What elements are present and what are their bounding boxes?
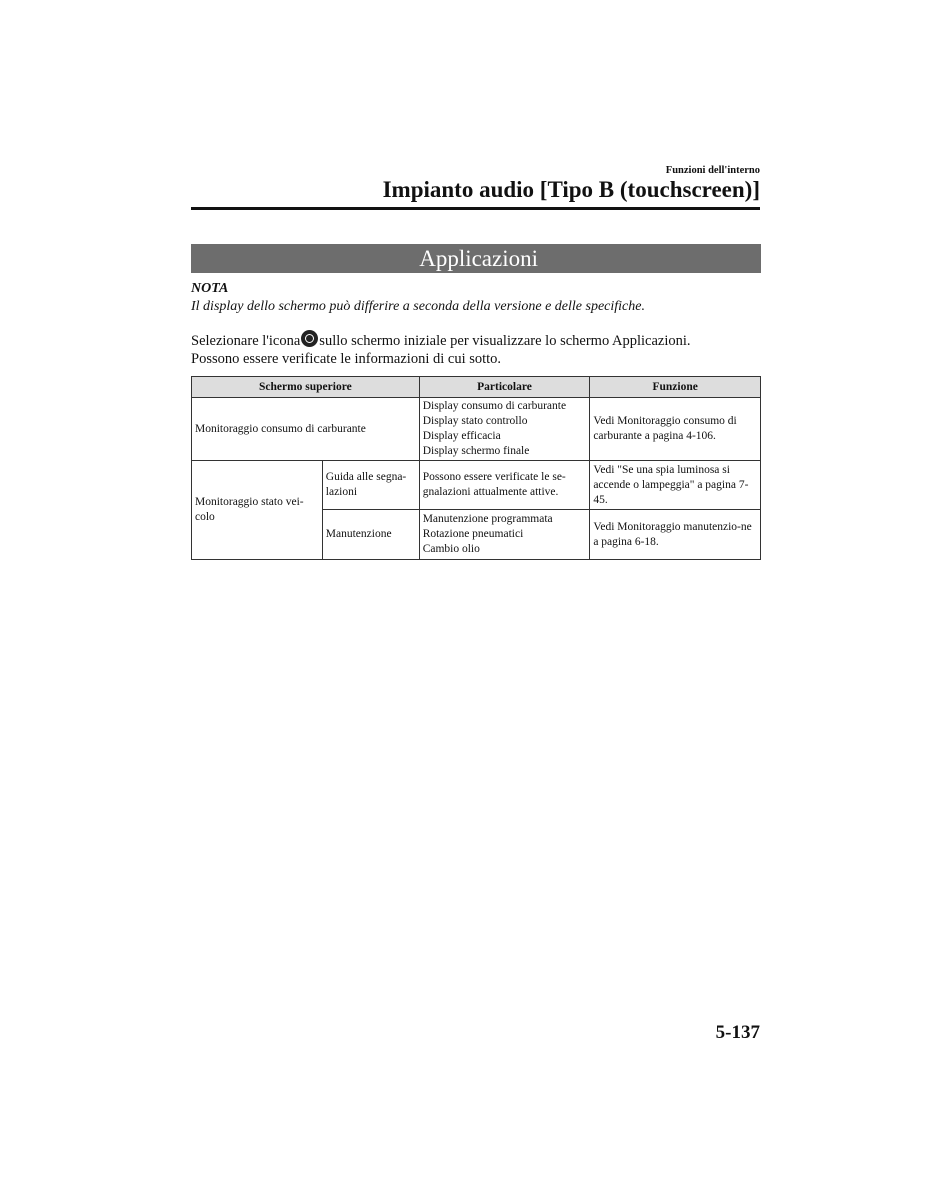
header-particolare: Particolare xyxy=(419,377,590,398)
detail-item: Display schermo finale xyxy=(422,445,530,457)
section-label: Funzioni dell'interno xyxy=(665,165,760,176)
note-text: Il display dello schermo può differire a seconda della versione e delle specifiche. xyxy=(191,299,645,314)
cell-sub-warnings: Guida alle segna-lazioni xyxy=(322,461,419,510)
cell-function-maintenance: Vedi Monitoraggio manutenzio-ne a pagina 6-18. xyxy=(590,510,761,560)
cell-details-fuel xyxy=(419,398,590,461)
applications-table xyxy=(191,376,761,560)
cell-function-warnings: Vedi "Se una spia luminosa si accende o lampeggia" a pagina 7-45. xyxy=(590,461,761,510)
detail-item: Cambio olio xyxy=(422,543,480,555)
header-divider xyxy=(191,207,760,210)
body-line-1-end: sullo schermo iniziale per visualizzare lo schermo Applicazioni. xyxy=(319,333,691,349)
note-label: NOTA xyxy=(191,281,229,296)
cell-details-maintenance xyxy=(419,510,590,560)
body-line-1 xyxy=(191,330,691,350)
table-row xyxy=(192,461,761,510)
body-line-1-start: Selezionare l'icona xyxy=(191,333,301,349)
applications-icon xyxy=(301,330,318,347)
cell-details-warnings: Possono essere verificate le se-gnalazioni attualmente attive. xyxy=(419,461,590,510)
cell-function-fuel: Vedi Monitoraggio consumo di carburante a pagina 4-106. xyxy=(590,398,761,461)
body-paragraph xyxy=(191,330,691,368)
table-row xyxy=(192,398,761,461)
detail-item: Rotazione pneumatici xyxy=(422,528,524,540)
table-header-row xyxy=(192,377,761,398)
page-title: Impianto audio [Tipo B (touchscreen)] xyxy=(382,177,760,202)
cell-screen-vehicle: Monitoraggio stato vei-colo xyxy=(192,461,323,560)
header-schermo-superiore: Schermo superiore xyxy=(192,377,420,398)
detail-item: Manutenzione programmata xyxy=(422,513,553,525)
page-number: 5-137 xyxy=(715,1022,760,1043)
detail-item: Display consumo di carburante xyxy=(422,400,567,412)
section-title: Applicazioni xyxy=(191,244,761,273)
detail-item: Display stato controllo xyxy=(422,415,528,427)
body-line-2: Possono essere verificate le informazioni di cui sotto. xyxy=(191,351,502,367)
detail-item: Display efficacia xyxy=(422,430,501,442)
cell-screen-fuel: Monitoraggio consumo di carburante xyxy=(192,398,420,461)
cell-sub-maintenance: Manutenzione xyxy=(322,510,419,560)
header-funzione: Funzione xyxy=(590,377,761,398)
